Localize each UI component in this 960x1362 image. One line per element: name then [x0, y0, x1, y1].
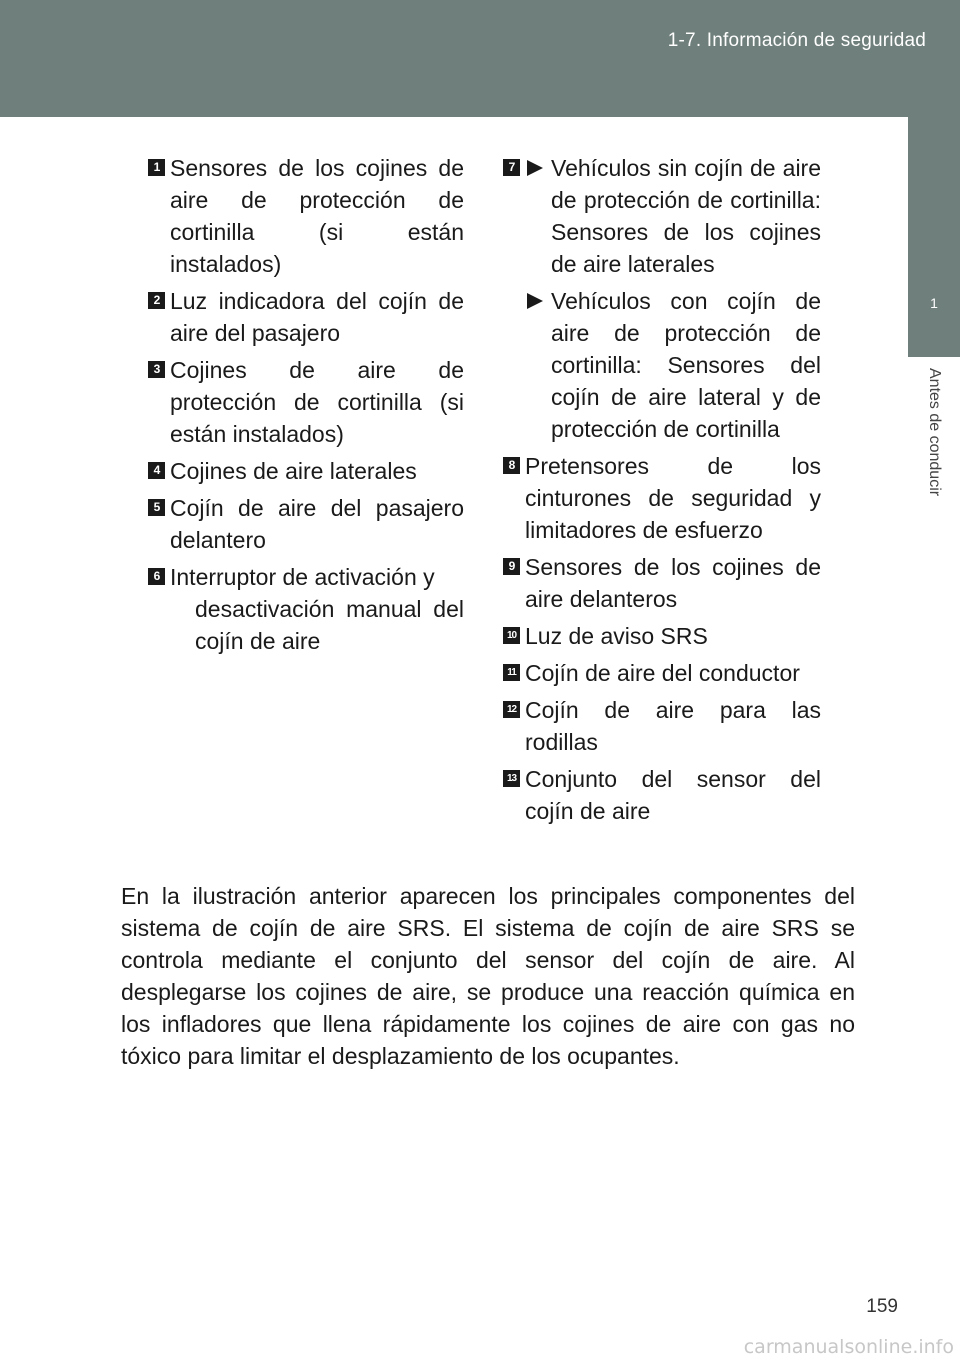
legend-text — [170, 561, 464, 657]
chapter-label — [908, 368, 960, 558]
legend-text-first-line: Interruptor de activación y — [170, 564, 435, 590]
legend-left-column — [148, 152, 464, 662]
item-number-badge: 12 — [503, 701, 520, 718]
item-number-badge: 13 — [503, 770, 520, 787]
legend-text: Cojín de aire del conductor — [525, 660, 800, 686]
legend-text: Luz de aviso SRS — [525, 623, 708, 649]
bullet-text: Vehículos con cojín de aire de protección de cortinilla: Sensores del cojín de aire lateral y de protección de cortinilla — [551, 288, 821, 442]
item-number-badge: 8 — [503, 457, 520, 474]
triangle-bullet-icon — [527, 293, 543, 309]
legend-text: Cojín de aire del pasajero delantero — [170, 495, 464, 553]
item-number-badge: 2 — [148, 292, 165, 309]
legend-item-13 — [503, 763, 821, 827]
legend-item-8 — [503, 450, 821, 546]
bullet-point — [525, 152, 821, 280]
legend-text: Luz indicadora del cojín de aire del pasajero — [170, 288, 464, 346]
bullet-text: Vehículos sin cojín de aire de protección de cortinilla: Sensores de los cojines de aire laterales — [551, 155, 821, 277]
item-number-badge: 6 — [148, 568, 165, 585]
legend-item-2 — [148, 285, 464, 349]
item-number-badge: 3 — [148, 361, 165, 378]
legend-item-4 — [148, 455, 464, 487]
item-number-badge: 9 — [503, 558, 520, 575]
legend-item-3 — [148, 354, 464, 450]
item-number-badge: 10 — [503, 627, 520, 644]
legend-text: Cojín de aire para las rodillas — [525, 697, 821, 755]
legend-item-11 — [503, 657, 821, 689]
chapter-tab — [908, 117, 960, 357]
legend-item-7 — [503, 152, 821, 445]
legend-text-rest: desactivación manual del cojín de aire — [195, 596, 464, 654]
body-paragraph: En la ilustración anterior aparecen los principales componentes del sistema de cojín de aire SRS. El sistema de cojín de aire SRS se controla mediante el conjunto del sensor del cojín de aire. Al desplegarse los cojines de aire, se produce una reacción química en los infladores que llena rápidamente los cojines de aire con gas no tóxico para limitar el desplazamiento de los ocupantes. — [121, 883, 855, 1069]
triangle-bullet-icon — [527, 160, 543, 176]
legend-item-1 — [148, 152, 464, 280]
legend-item-10 — [503, 620, 821, 652]
legend-item-12 — [503, 694, 821, 758]
item-number-badge: 4 — [148, 462, 165, 479]
page-number: 159 — [866, 1296, 898, 1317]
chapter-label-text: Antes de conducir — [926, 368, 943, 497]
legend-text: Sensores de los cojines de aire delanteros — [525, 554, 821, 612]
legend-item-6 — [148, 561, 464, 657]
item-number-badge: 1 — [148, 159, 165, 176]
section-title: 1-7. Información de seguridad — [667, 30, 926, 51]
watermark: carmanualsonline.info — [743, 1336, 954, 1358]
item-number-badge: 5 — [148, 499, 165, 516]
item-number-badge: 7 — [503, 159, 520, 176]
legend-text: Sensores de los cojines de aire de protección de cortinilla (si están instalados) — [170, 155, 464, 277]
legend-right-column — [503, 152, 821, 832]
legend-text: Cojines de aire laterales — [170, 458, 417, 484]
bullet-point — [525, 285, 821, 445]
legend-item-9 — [503, 551, 821, 615]
legend-text: Pretensores de los cinturones de seguridad y limitadores de esfuerzo — [525, 453, 821, 543]
item-number-badge: 11 — [503, 664, 520, 681]
header-band — [0, 0, 960, 117]
legend-text: Conjunto del sensor del cojín de aire — [525, 766, 821, 824]
legend-item-5 — [148, 492, 464, 556]
chapter-number: 1 — [930, 295, 938, 311]
legend-text: Cojines de aire de protección de cortinilla (si están instalados) — [170, 357, 464, 447]
